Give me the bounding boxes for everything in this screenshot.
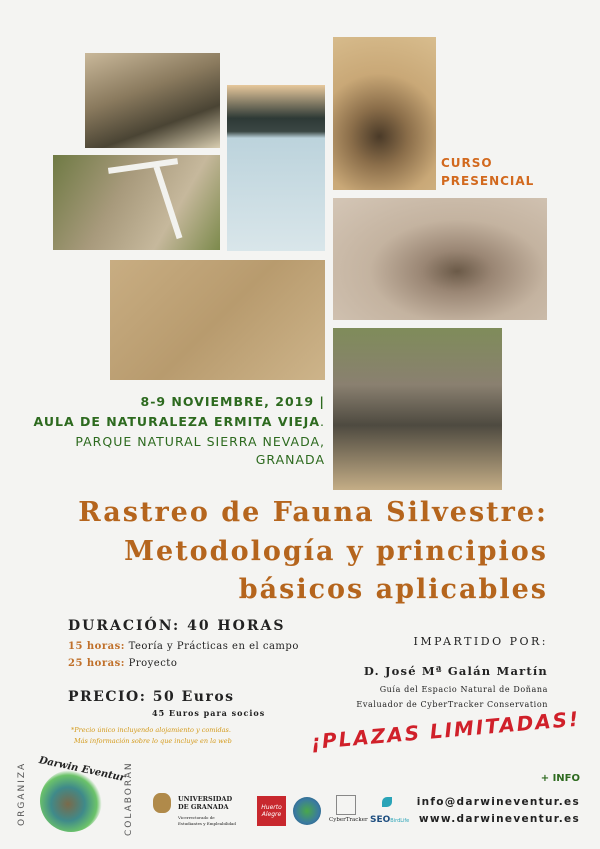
price-note1: *Precio único incluyendo alojamiento y comidas. [71, 726, 231, 734]
venue-dot: . [320, 414, 325, 429]
price-note2: Más información sobre lo que incluye en la web [74, 737, 232, 745]
ugr-sub1: Vicerrectorado de [178, 815, 215, 820]
organiza-label: ORGANIZA [17, 761, 27, 826]
ugr-crest-icon [153, 793, 171, 813]
instructor-role1: Guía del Espacio Natural de Doñana [379, 685, 548, 694]
instructor-heading: IMPARTIDO POR: [413, 635, 548, 648]
instructor-name: D. José Mª Galán Martín [363, 664, 548, 678]
seo-text: SEO [370, 815, 391, 825]
photo-ruler-on-ground [53, 155, 220, 250]
event-city: GRANADA [255, 452, 325, 467]
course-type-badge [441, 154, 534, 190]
badge-line2: PRESENCIAL [441, 174, 535, 188]
photo-tracks-on-dirt [110, 260, 325, 380]
event-park: PARQUE NATURAL SIERRA NEVADA, [75, 434, 325, 449]
ugr-line1: UNIVERSIDAD [178, 795, 233, 803]
title-line3: básicos aplicables [238, 574, 548, 605]
contact-email[interactable]: info@darwineventur.es [416, 796, 580, 808]
ugr-line2: DE GRANADA [178, 803, 229, 811]
birdlife-text: BirdLife [390, 818, 410, 824]
darwin-logo-text: Darwin Eventur [37, 754, 126, 785]
photo-paw-on-beach [333, 198, 547, 320]
photo-snow-tracks [227, 85, 325, 251]
photo-paw-in-sand [333, 37, 436, 190]
partner-globe-logo [293, 797, 321, 825]
duration-item [68, 641, 299, 652]
more-info-label: + INFO [540, 773, 580, 784]
photo-group-tracking [333, 328, 502, 490]
contact-website[interactable]: www.darwineventur.es [418, 813, 580, 825]
event-date: 8-9 NOVIEMBRE, 2019 | [140, 394, 325, 409]
duration-desc: Proyecto [124, 658, 178, 669]
duration-hours: 25 horas: [68, 658, 125, 669]
huerto-alegre-logo [257, 796, 286, 826]
darwin-eventur-logo [37, 754, 126, 832]
title-line1: Rastreo de Fauna Silvestre: [78, 497, 548, 528]
duration-item [68, 658, 177, 669]
limited-places-banner: ¡PLAZAS LIMITADAS! [309, 706, 582, 754]
event-venue [34, 413, 325, 431]
cybertracker-icon [336, 795, 356, 815]
seo-birdlife-logo [370, 797, 410, 827]
cybertracker-text: CyberTracker [329, 817, 368, 823]
huerto-logo-text: Huerto Alegre [261, 804, 282, 818]
ugr-logo [178, 795, 236, 827]
instructor-role2: Evaluador de CyberTracker Conservation [356, 700, 548, 709]
price-heading: PRECIO: 50 Euros [68, 689, 235, 705]
duration-heading: DURACIÓN: 40 HORAS [68, 618, 286, 634]
photo-trackers-kneeling [85, 53, 220, 148]
colaboran-label: COLABORAN [124, 761, 134, 836]
duration-desc: Teoría y Prácticas en el campo [124, 641, 299, 652]
price-members: 45 Euros para socios [152, 708, 266, 718]
badge-line1: CURSO [441, 156, 493, 170]
title-line2: Metodología y principios [124, 536, 548, 567]
seo-bird-icon [382, 797, 392, 807]
venue-name: AULA DE NATURALEZA ERMITA VIEJA [33, 414, 321, 429]
duration-hours: 15 horas: [68, 641, 125, 652]
ugr-sub2: Estudiantes y Empleabilidad [178, 821, 236, 826]
cybertracker-logo [329, 795, 368, 827]
